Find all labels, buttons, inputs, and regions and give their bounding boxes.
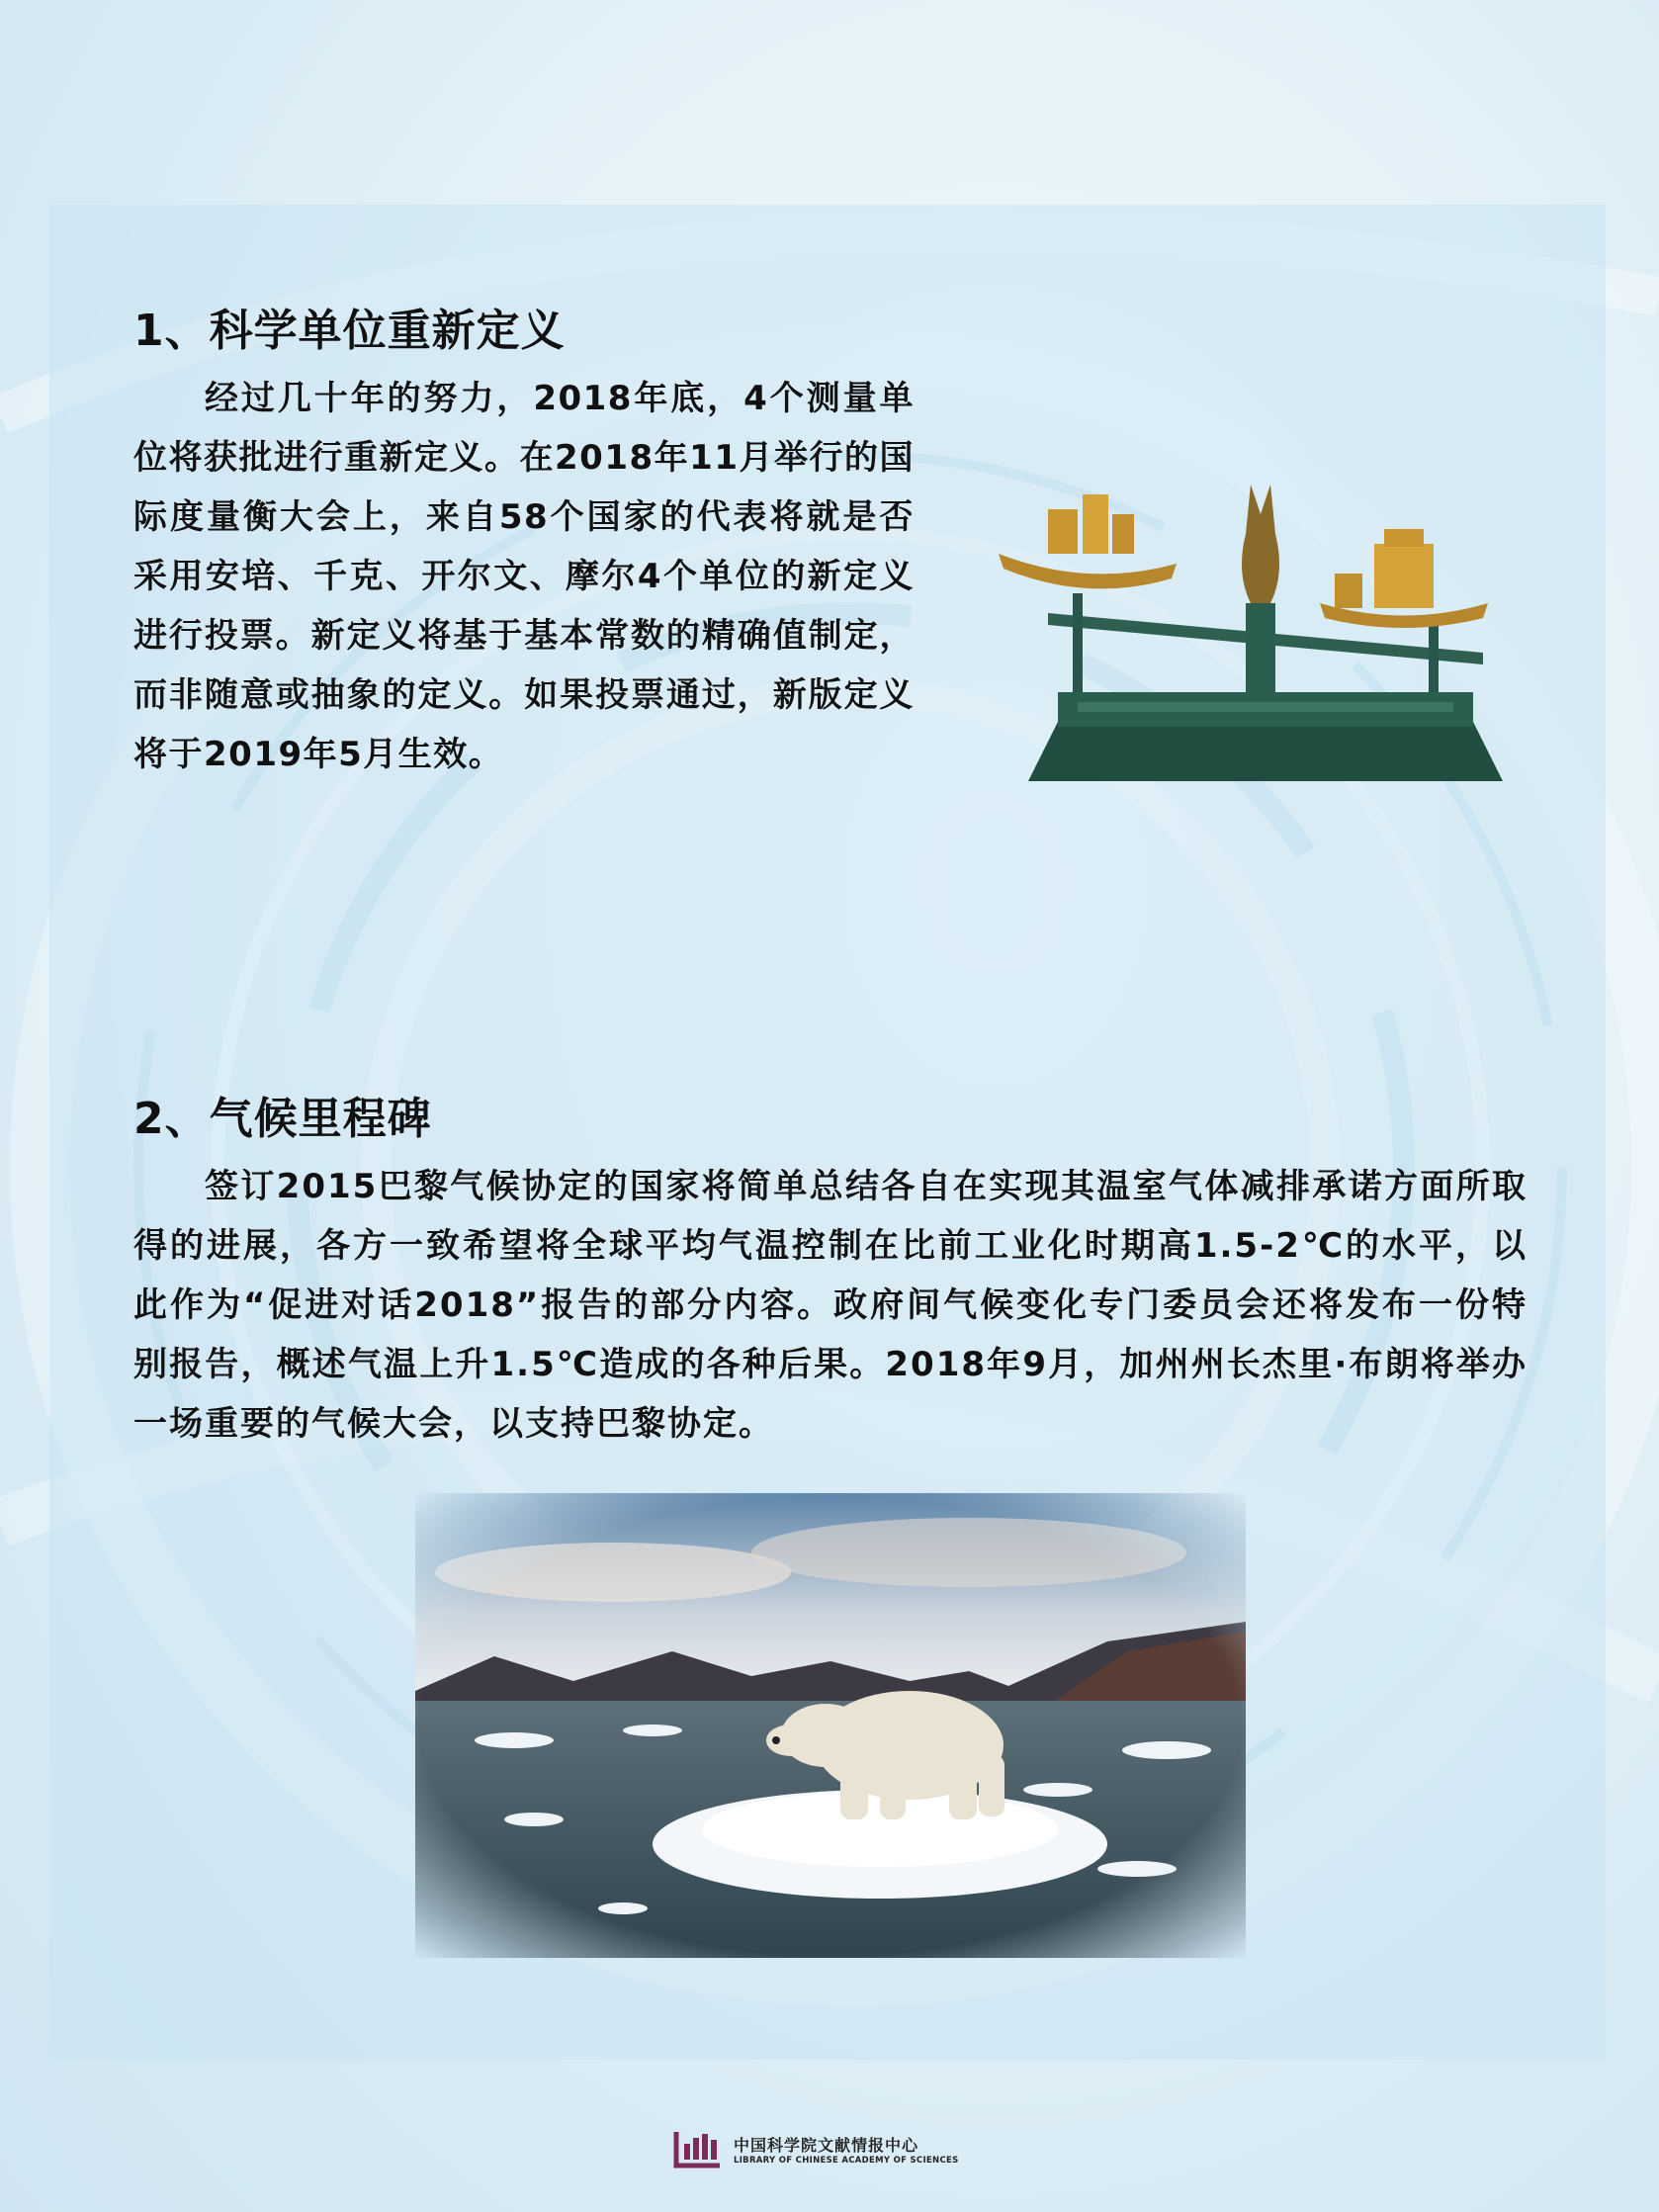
polar-bear-image xyxy=(415,1493,1246,1958)
section-unit-redefinition xyxy=(133,302,924,784)
section-body: 签订2015巴黎气候协定的国家将简单总结各自在实现其温室气体减排承诺方面所取得的进展，各方一致希望将全球平均气温控制在比前工业化时期高1.5-2℃的水平，以此作为“促进对话2018”报告的部分内容。政府间气候变化专门委员会还将发布一份特别报告，概述气温上升1.5℃造成的各种后果。2018年9月，加州州长杰里·布朗将举办一场重要的气候大会，以支持巴黎协定。 xyxy=(133,1167,1528,1444)
library-logo-icon xyxy=(672,2128,724,2169)
footer xyxy=(672,2124,959,2173)
section-title: 2、气候里程碑 xyxy=(133,1094,432,1144)
section-title: 1、科学单位重新定义 xyxy=(133,306,566,356)
organization-name-en: LIBRARY OF CHINESE ACADEMY OF SCIENCES xyxy=(734,2155,959,2166)
section-body: 经过几十年的努力，2018年底，4个测量单位将获批进行重新定义。在2018年11月举行的国际度量衡大会上，来自58个国家的代表将就是否采用安培、千克、开尔文、摩尔4个单位的新定义进行投票。新定义将基于基本常数的精确值制定，而非随意或抽象的定义。如果投票通过，新版定义将于2019年5月生效。 xyxy=(133,379,915,774)
balance-scale-image xyxy=(989,455,1542,791)
organization-name-cn: 中国科学院文献情报中心 xyxy=(734,2135,919,2155)
section-climate-milestone xyxy=(133,1090,1528,1454)
